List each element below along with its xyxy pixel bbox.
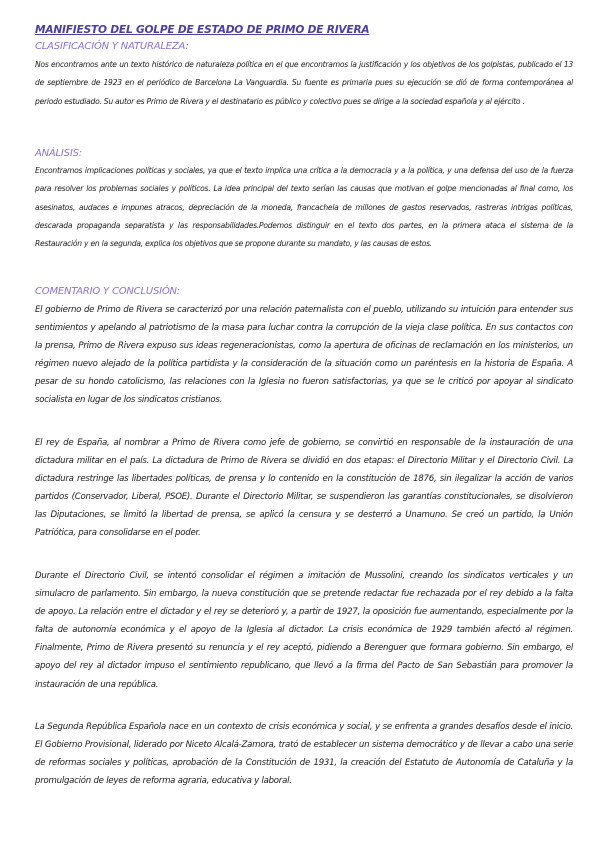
paragraph-comentario-4: La Segunda República Española nace en un contexto de crisis económica y social, y se enfrenta a grandes desafíos desde el inicio. El Gobierno Provisional, liderado por Niceto Alcalá-Zamora, trató de establecer un sistema democrático y de llevar a cabo una serie de reformas sociales y políticas, aprobación de la Constitución de 1931, la creación del Estatuto de Autonomía de Cataluña y la promulgación de leyes de reforma agraria, educativa y laboral. xyxy=(35,722,573,787)
section-heading-clasificacion: CLASIFICACIÓN Y NATURALEZA: xyxy=(35,41,189,52)
paragraph-comentario-1: El gobierno de Primo de Rivera se caracterizó por una relación paternalista con el pueblo, utilizando su intuición para entender sus sentimientos y apelando al patriotismo de la masa para luchar contra la corrupción de la vieja clase política. En sus contactos con la prensa, Primo de Rivera expuso sus ideas regeneracionistas, como la apertura de oficinas de reclamación en los ministerios, un régimen nuevo alejado de la política partidista y la consideración de la situación como un paréntesis en la historia de España. A pesar de su hondo catolicismo, las relaciones con la Iglesia no fueron satisfactorias, ya que se le criticó por apoyar al sindicato socialista en lugar de los sindicatos cristianos. xyxy=(35,305,573,406)
document-title: MANIFIESTO DEL GOLPE DE ESTADO DE PRIMO DE RIVERA xyxy=(35,24,370,36)
paragraph-comentario-2: El rey de España, al nombrar a Primo de Rivera como jefe de gobierno, se convirtió en responsable de la instauración de una dictadura militar en el país. La dictadura de Primo de Rivera se dividió en dos etapas: el Directorio Militar y el Directorio Civil. La dictadura restringe las libertades políticas, de prensa y lo contenido en la constitución de 1876, sin ilegalizar la acción de varios partidos (Conservador, Liberal, PSOE). Durante el Directorio Militar, se suspendieron las garantías constitucionales, se disolvieron las Diputaciones, se limitó la libertad de prensa, se aplicó la censura y se desterró a Unamuno. Se creó un partido, la Unión Patriótica, para consolidarse en el poder. xyxy=(35,438,573,539)
paragraph-clasificacion: Nos encontramos ante un texto histórico de naturaleza política en el que encontramos la justificación y los objetivos de los golpistas, publicado el 13 de septiembre de 1923 en el periódico de Barcelona La Vanguardia. Su fuente es primaria pues su ejecución se dió de forma contemporánea al periodo estudiado. Su autor es Primo de Rivera y el destinatario es público y colectivo pues se dirige a la sociedad española y al ejército . xyxy=(35,60,573,106)
paragraph-comentario-3: Durante el Directorio Civil, se intentó consolidar el régimen a imitación de Mussolini, creando los sindicatos verticales y un simulacro de parlamento. Sin embargo, la nueva constitución que se pretende redactar fue rechazada por el rey debido a la falta de apoyo. La relación entre el dictador y el rey se deterioró y, a partir de 1927, la oposición fue aumentando, especialmente por la falta de autonomía económica y el apoyo de la Iglesia al dictador. La crisis económica de 1929 también afectó al régimen. Finalmente, Primo de Rivera presentó su renuncia y el rey aceptó, pidiendo a Berenguer que formara gobierno. Sin embargo, el apoyo del rey al dictador impuso el sentimiento republicano, que llevó a la firma del Pacto de San Sebastián para promover la instauración de una república. xyxy=(35,571,573,690)
paragraph-analisis: Encontramos implicaciones políticas y sociales, ya que el texto implica una crítica a la democracia y a la política, y una defensa del uso de la fuerza para resolver los problemas sociales y políticos. La idea principal del texto serían las causas que motivan el golpe mencionadas al final como, los asesinatos, audaces e impunes atracos, depreciación de la moneda, francachela de millones de gastos reservados, rastreras intrigas políticas, descarada propaganda separatista y las responsabilidades.Podemos distinguir en el texto dos partes, en la primera ataca el sistema de la Restauración y en la segunda, explica los objetivos que se propone durante su mandato, y las causas de estos. xyxy=(35,166,573,249)
section-heading-analisis: ANÁLISIS: xyxy=(35,148,82,159)
section-heading-comentario: COMENTARIO Y CONCLUSIÓN: xyxy=(35,286,180,297)
